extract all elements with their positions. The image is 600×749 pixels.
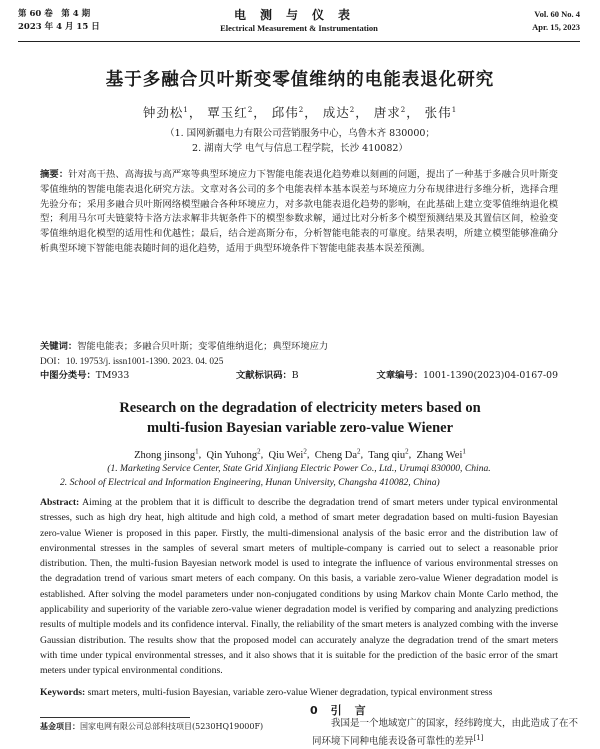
citation: [1] — [473, 734, 484, 742]
keywords-cn-text: 智能电能表；多融合贝叶斯；变零值维纳退化；典型环境应力 — [77, 341, 329, 352]
clc-number: 中图分类号：TM933 — [40, 370, 130, 381]
abstract-cn-text: 针对高干热、高海拔与高严寒等典型环境应力下智能电能表退化趋势难以刻画的问题，提出了一种基于多融合贝叶斯变零值维纳的智能电能表退化研究方法。文章对各公司的多个电能表样本基本误差与环境应力分布规律进行多维分析，选择合理先验分布；采用多融合贝叶斯网络模型融合各种环境应力，对多款电能表退化趋势的影响，在此基础上建立变零值维纳退化模型；利用马尔可夫链蒙特卡洛方法求解非共轭条件下的模型参数求解，通过比对分析多个模型预测结果及其置信区间，检验变零值维纳退化模型的适用性和优越性；最后，结合逆高斯分布，分析智能电能表的可靠度。结果表明，所建立模型能够准确分析典型环境下智能电能表随时间的退化趋势，适用于典型环境条件下智能电能表基本误差预测。 — [40, 169, 558, 254]
author-cn: 唐求$^2$ — [373, 105, 407, 120]
journal-name-cn: 电测与仪表 — [233, 8, 364, 22]
affiliation-en-1: (1. Marketing Service Center, State Grid Xinjiang Electric Power Co., Ltd., Urumqi 830000, China. — [107, 463, 491, 474]
paper-title-cn: 基于多融合贝叶斯变零值维纳的电能表退化研究 — [105, 70, 495, 90]
abstract-en — [40, 495, 558, 679]
abstract-en-label: Abstract: — [40, 497, 80, 508]
title-en-line-2: multi-fusion Bayesian variable zero-value Wiener — [146, 420, 454, 436]
funding-text: 国家电网有限公司总部科技项目(5230HQ19000F) — [80, 722, 264, 731]
date-cn: 2023 年 4 月 15 日 — [18, 22, 100, 32]
keywords-cn-label: 关键词： — [40, 341, 78, 352]
author-list-en: Zhong jinsong$^1$, Qin Yuhong$^2$, Qiu Wei$^2$, Cheng Da$^2$, Tang qiu$^2$, Zhang Wei$^1$ — [134, 447, 466, 461]
author-list-cn: 钟劲松$^1$， 覃玉红$^2$， 邱伟$^2$， 成达$^2$， 唐求$^2$， 张伟$^1$ — [142, 105, 458, 120]
header-rule — [18, 41, 580, 42]
author-en: Zhong jinsong$^1$ — [134, 447, 199, 461]
abstract-en-text: Aiming at the problem that it is difficult to describe the degradation trend of smart meters under typical environmental stresses, such as high dry heat, high altitude and high cold, a method of smart meter degradation based on multi-fusion Bayesian zero-value Wiener is proposed in this paper. Firstly, the multi-dimensional analysis of the basic error and the distribution law of environmental stresses in the samples of several smart meters of multiple-company is carried out to select a reasonable prior distribution. Then, the multi-fusion Bayesian network model is used to integrate the influence of various environmental stresses on the degradation trend of various smart meters of each company. On this basis, a variable zero-value Wiener degradation model is established. After solving the model parameters under non-conjugated conditions by using Markov chain Monte Carlo method, the applicability and superiority of the variable zero-value wiener degradation model is verified by comparing and analyzing predictions results of multiple models and its confidence interval. Finally, the reliability of the smart meters is analyzed combing with the inverse Gaussian distribution. The results show that the proposed model can accurately analyze the degradation trend of the smart meters with time under typical environmental stresses, and it also shows that it is suitable for the prediction of the basic error of the smart meters under typical environmental conditions. — [40, 497, 558, 677]
keywords-cn — [40, 340, 558, 354]
affiliation-cn-2: 2. 湖南大学 电气与信息工程学院，长沙 410082） — [192, 143, 408, 154]
journal-name-en: Electrical Measurement & Instrumentation — [220, 23, 378, 33]
affiliation-en-2: 2. School of Electrical and Information Engineering, Hunan University, Changsha 410082, China) — [60, 477, 440, 488]
author-cn: 成达$^2$ — [322, 105, 356, 120]
affiliation-cn-1: （1. 国网新疆电力有限公司营销服务中心，乌鲁木齐 830000； — [165, 128, 435, 139]
author-en: Zhang Wei$^1$ — [416, 447, 466, 461]
header-center — [18, 8, 580, 34]
section-heading-intro: 0 引 言 — [310, 704, 367, 717]
funding-note — [40, 721, 263, 732]
author-en: Tang qiu$^2$ — [368, 447, 409, 461]
running-header — [18, 8, 580, 40]
paper-title-en — [0, 398, 600, 438]
author-en: Cheng Da$^2$ — [314, 447, 361, 461]
abstract-cn-label: 摘要： — [40, 169, 69, 180]
author-cn: 邱伟$^2$ — [271, 105, 305, 120]
article-number: 文章编号：1001-1390(2023)04-0167-09 — [376, 370, 558, 381]
intro-paragraph: 我国是一个地域宽广的国家，经纬跨度大，由此造成了在不同环境下同种电能表设备可靠性的差异[1] — [312, 718, 579, 748]
author-cn: 覃玉红$^2$ — [207, 105, 254, 120]
doi: DOI：10. 19753/j. issn1001-1390. 2023. 04. 025 — [40, 357, 224, 367]
abstract-cn — [40, 168, 558, 257]
header-right — [532, 8, 580, 34]
author-cn: 钟劲松$^1$ — [142, 105, 189, 120]
funding-label: 基金项目： — [40, 722, 80, 731]
author-en: Qin Yuhong$^2$ — [206, 447, 261, 461]
volume-cn: 第 60 卷 第 4 期 — [18, 9, 91, 19]
date-en: Apr. 15, 2023 — [532, 22, 580, 32]
keywords-en-text: smart meters, multi-fusion Bayesian, variable zero-value Wiener degradation, typical environment stress — [87, 687, 493, 698]
keywords-en — [40, 686, 558, 700]
title-en-line-1: Research on the degradation of electricity meters based on — [119, 400, 481, 416]
volume-en: Vol. 60 No. 4 — [534, 9, 580, 19]
doc-code: 文献标识码：B — [236, 370, 299, 381]
footnote-rule — [40, 717, 190, 718]
author-cn: 张伟$^1$ — [424, 105, 458, 120]
author-en: Qiu Wei$^2$ — [268, 447, 307, 461]
keywords-en-label: Keywords: — [40, 687, 86, 698]
classification-row — [40, 369, 558, 383]
